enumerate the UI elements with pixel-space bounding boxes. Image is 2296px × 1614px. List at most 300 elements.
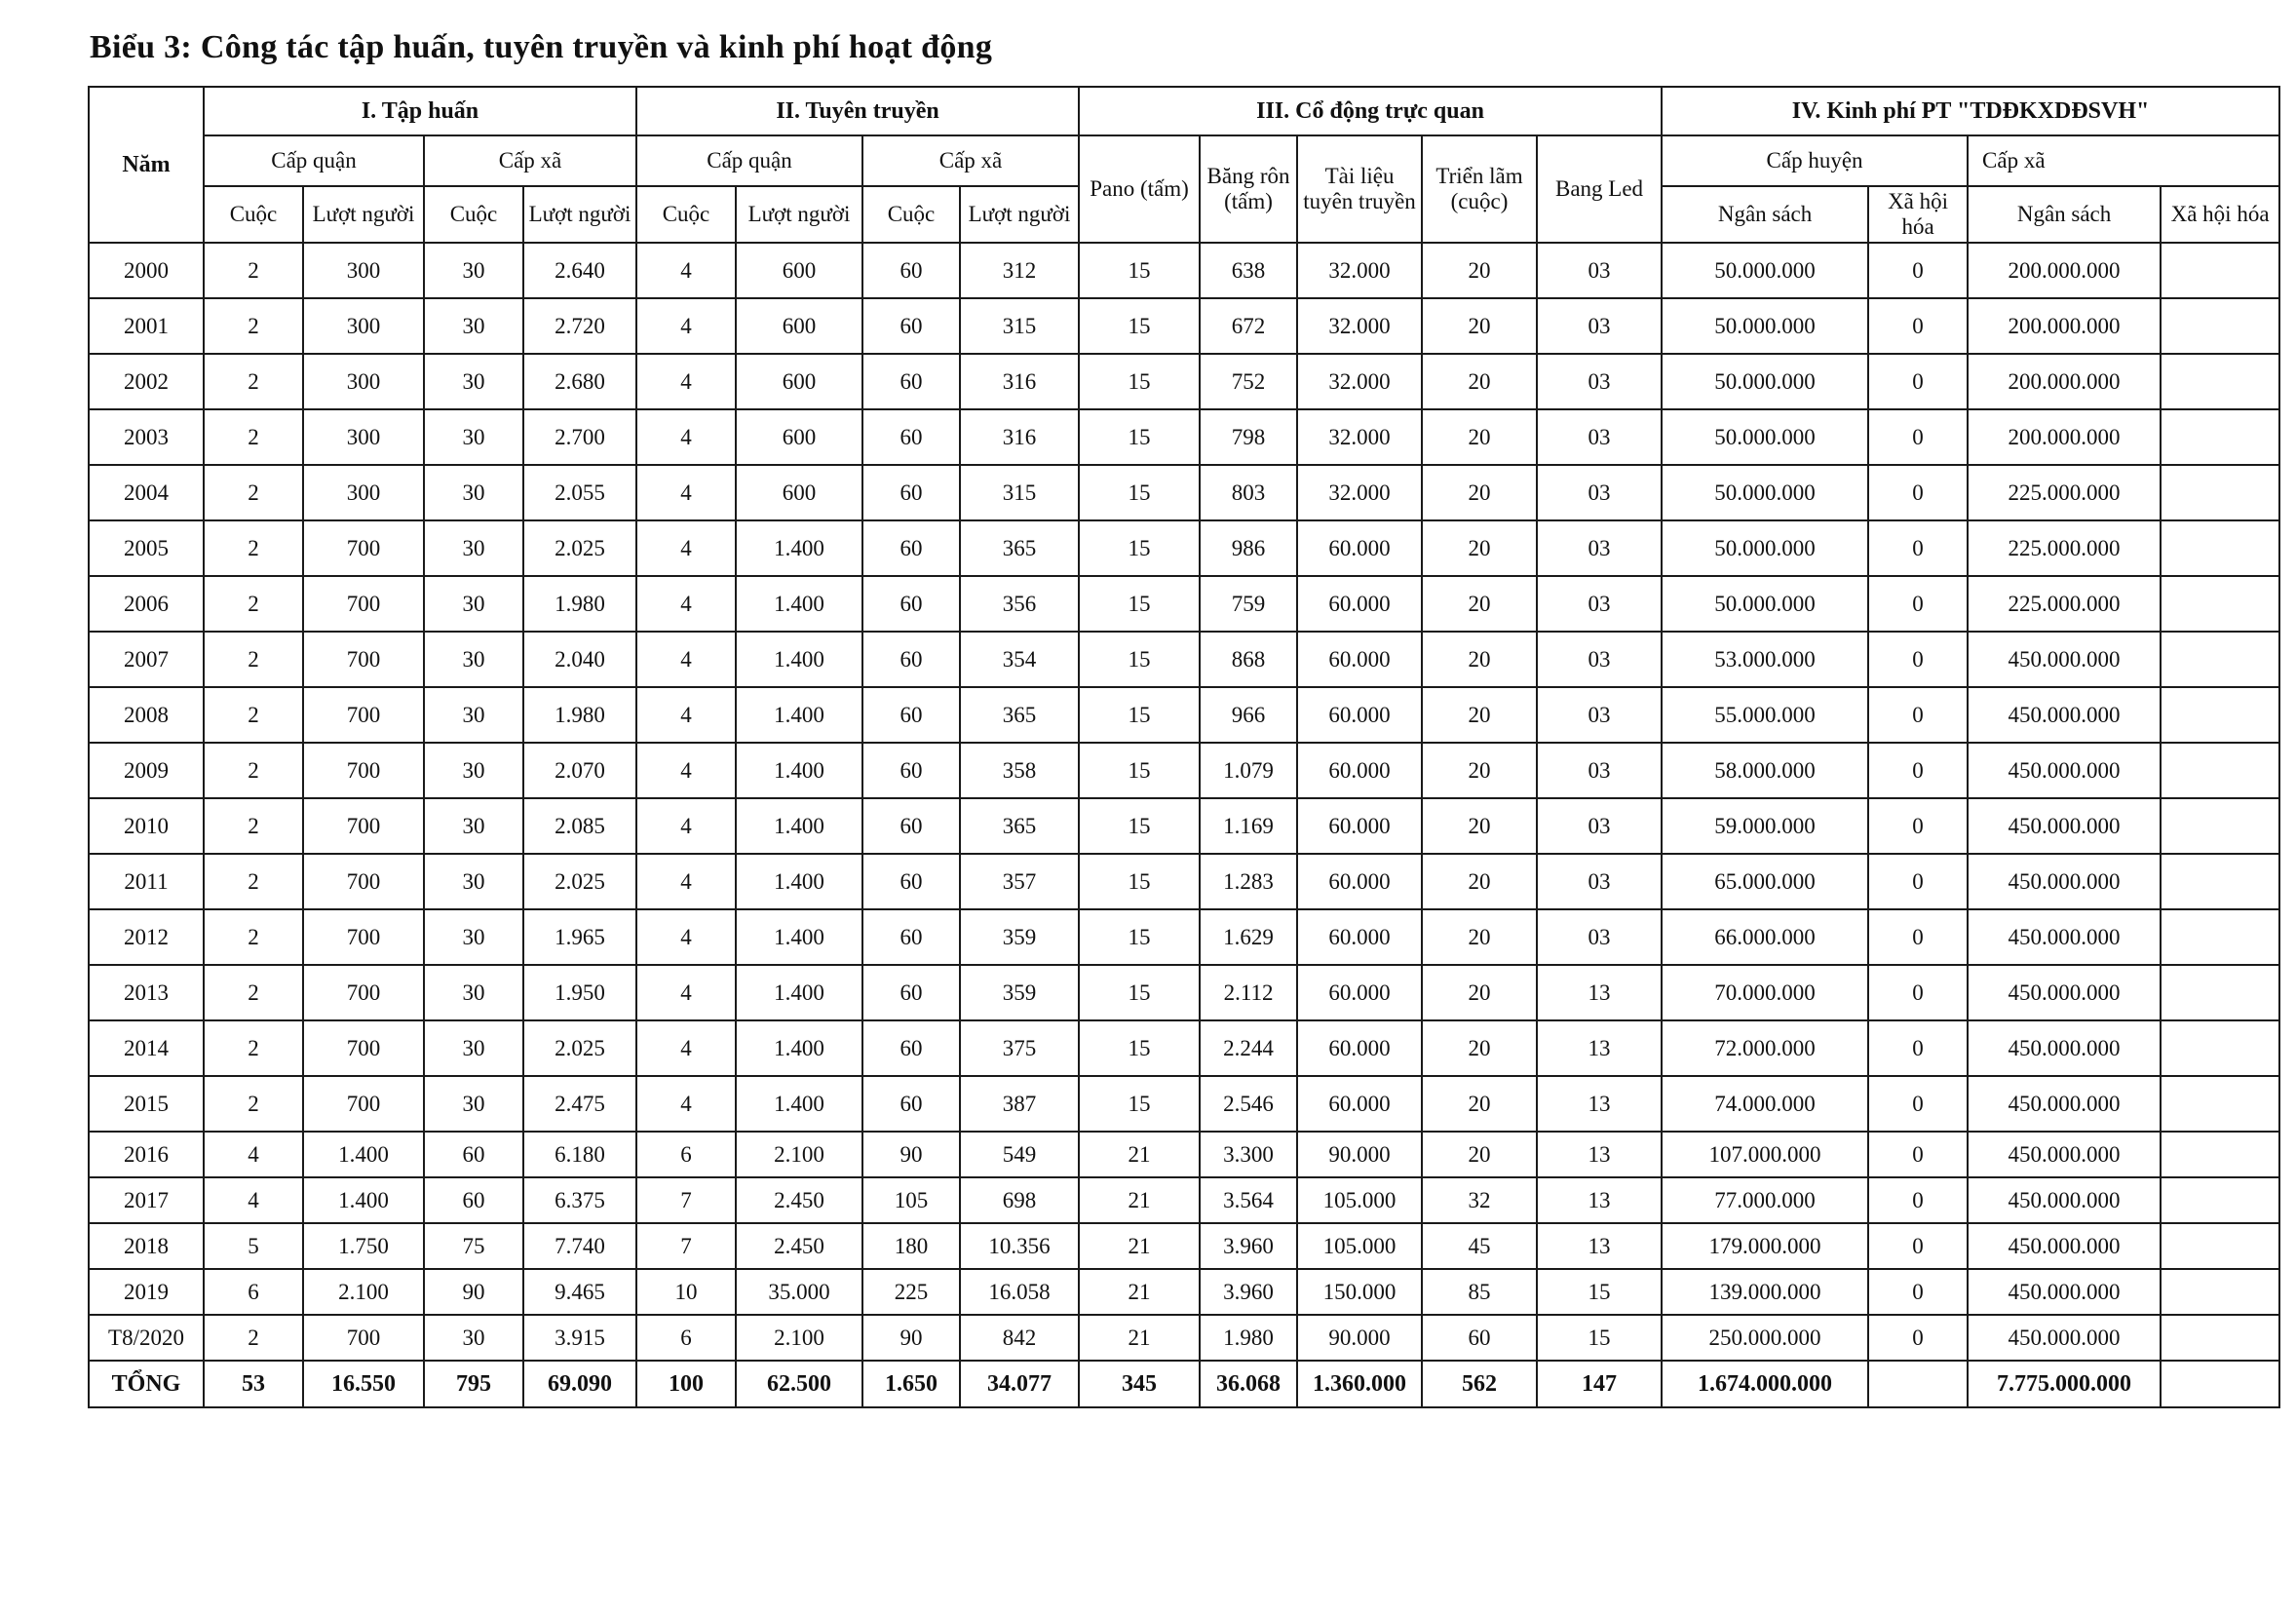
cell-district-state-budget: 53.000.000 (1662, 632, 1868, 687)
cell-training-commune-people: 6.375 (523, 1177, 636, 1223)
table-row (89, 354, 2279, 409)
cell-propaganda-district-people: 2.100 (736, 1132, 862, 1177)
cell-propaganda-district-people: 600 (736, 298, 862, 354)
cell-training-district-people: 2.100 (303, 1269, 424, 1315)
cell-propaganda-district-people: 1.400 (736, 1076, 862, 1132)
cell-commune-socialization (2161, 1132, 2279, 1177)
cell-training-district-sessions: 4 (204, 1177, 303, 1223)
cell-propaganda-commune-people: 365 (960, 687, 1079, 743)
cell-propaganda-district-people: 600 (736, 409, 862, 465)
cell-commune-socialization (2161, 576, 2279, 632)
cell-led: 13 (1537, 1177, 1662, 1223)
cell-propaganda-commune-people: 357 (960, 854, 1079, 909)
cell-exhibition: 20 (1422, 687, 1537, 743)
header-state-budget: Ngân sách (1662, 186, 1868, 243)
cell-training-district-sessions: 2 (204, 576, 303, 632)
table-row (89, 576, 2279, 632)
cell-banner: 868 (1200, 632, 1297, 687)
cell-commune-state-budget: 450.000.000 (1968, 1020, 2161, 1076)
cell-commune-socialization (2161, 243, 2279, 298)
cell-exhibition: 32 (1422, 1177, 1537, 1223)
header-visual-campaign: III. Cổ động trực quan (1079, 87, 1662, 135)
table-row (89, 1269, 2279, 1315)
cell-propaganda-commune-sessions: 60 (862, 798, 960, 854)
cell-exhibition: 20 (1422, 354, 1537, 409)
cell-training-commune-people: 2.025 (523, 1020, 636, 1076)
cell-leaflets: 60.000 (1297, 687, 1422, 743)
cell-propaganda-commune-people: 315 (960, 465, 1079, 520)
cell-exhibition: 85 (1422, 1269, 1537, 1315)
cell-propaganda-commune-sessions: 60 (862, 854, 960, 909)
cell-training-district-sessions: 6 (204, 1269, 303, 1315)
cell-training-commune-sessions: 30 (424, 1020, 523, 1076)
cell-training-commune-sessions: 30 (424, 576, 523, 632)
cell-training-district-sessions: 2 (204, 798, 303, 854)
cell-training-district-sessions: 2 (204, 909, 303, 965)
cell-led: 13 (1537, 965, 1662, 1020)
cell-training-district-people: 700 (303, 576, 424, 632)
table-row (89, 798, 2279, 854)
cell-district-state-budget: 179.000.000 (1662, 1223, 1868, 1269)
cell-led: 13 (1537, 1020, 1662, 1076)
cell-leaflets: 32.000 (1297, 298, 1422, 354)
cell-year: 2014 (89, 1020, 204, 1076)
cell-training-commune-sessions: 60 (424, 1132, 523, 1177)
header-exhibition: Triển lãm (cuộc) (1422, 135, 1537, 243)
header-sessions: Cuộc (636, 186, 736, 243)
header-budget: IV. Kinh phí PT "TDĐKXDĐSVH" (1662, 87, 2279, 135)
header-propaganda: II. Tuyên truyền (636, 87, 1079, 135)
cell-propaganda-district-sessions: 7 (636, 1177, 736, 1223)
cell-training-district-people: 1.750 (303, 1223, 424, 1269)
cell-training-commune-people: 2.085 (523, 798, 636, 854)
cell-propaganda-district-sessions: 4 (636, 743, 736, 798)
cell-exhibition: 20 (1422, 909, 1537, 965)
cell-propaganda-district-people: 1.400 (736, 743, 862, 798)
cell-propaganda-commune-people: 387 (960, 1076, 1079, 1132)
cell-district-state-budget: 107.000.000 (1662, 1132, 1868, 1177)
cell-district-socialization: 0 (1868, 854, 1968, 909)
cell-propaganda-commune-sessions: 90 (862, 1132, 960, 1177)
cell-training-commune-sessions: 30 (424, 909, 523, 965)
cell-propaganda-commune-sessions: 60 (862, 965, 960, 1020)
total-year: TỔNG (89, 1361, 204, 1407)
cell-propaganda-commune-people: 358 (960, 743, 1079, 798)
cell-pano: 15 (1079, 1020, 1200, 1076)
cell-training-commune-sessions: 30 (424, 965, 523, 1020)
cell-district-state-budget: 58.000.000 (1662, 743, 1868, 798)
cell-leaflets: 105.000 (1297, 1223, 1422, 1269)
cell-pano: 15 (1079, 576, 1200, 632)
cell-commune-socialization (2161, 1269, 2279, 1315)
cell-propaganda-commune-people: 356 (960, 576, 1079, 632)
cell-exhibition: 20 (1422, 743, 1537, 798)
cell-pano: 21 (1079, 1177, 1200, 1223)
cell-led: 03 (1537, 632, 1662, 687)
cell-propaganda-district-sessions: 4 (636, 909, 736, 965)
header-training-district: Cấp quận (204, 135, 424, 186)
cell-training-commune-sessions: 30 (424, 743, 523, 798)
cell-year: 2016 (89, 1132, 204, 1177)
table-row (89, 1315, 2279, 1361)
cell-propaganda-district-sessions: 4 (636, 354, 736, 409)
cell-district-socialization: 0 (1868, 1177, 1968, 1223)
cell-propaganda-commune-people: 354 (960, 632, 1079, 687)
cell-training-district-sessions: 2 (204, 632, 303, 687)
cell-pano: 15 (1079, 298, 1200, 354)
cell-led: 03 (1537, 687, 1662, 743)
cell-district-state-budget: 77.000.000 (1662, 1177, 1868, 1223)
table-row (89, 409, 2279, 465)
cell-propaganda-commune-people: 375 (960, 1020, 1079, 1076)
header-row-levels (89, 135, 2279, 186)
cell-propaganda-commune-sessions: 60 (862, 465, 960, 520)
cell-commune-state-budget: 450.000.000 (1968, 854, 2161, 909)
cell-banner: 1.283 (1200, 854, 1297, 909)
cell-propaganda-commune-sessions: 60 (862, 743, 960, 798)
cell-training-district-people: 700 (303, 798, 424, 854)
cell-propaganda-district-people: 1.400 (736, 520, 862, 576)
cell-pano: 15 (1079, 909, 1200, 965)
total-training-district-sessions: 53 (204, 1361, 303, 1407)
total-led: 147 (1537, 1361, 1662, 1407)
cell-propaganda-commune-sessions: 60 (862, 576, 960, 632)
cell-training-district-people: 700 (303, 965, 424, 1020)
cell-year: 2005 (89, 520, 204, 576)
cell-commune-socialization (2161, 909, 2279, 965)
cell-pano: 15 (1079, 854, 1200, 909)
cell-training-commune-people: 2.070 (523, 743, 636, 798)
cell-district-state-budget: 66.000.000 (1662, 909, 1868, 965)
header-year: Năm (89, 87, 204, 243)
cell-propaganda-district-people: 1.400 (736, 1020, 862, 1076)
cell-commune-state-budget: 450.000.000 (1968, 632, 2161, 687)
total-commune-state-budget: 7.775.000.000 (1968, 1361, 2161, 1407)
cell-propaganda-commune-people: 316 (960, 409, 1079, 465)
cell-led: 03 (1537, 243, 1662, 298)
cell-year: 2007 (89, 632, 204, 687)
cell-pano: 21 (1079, 1315, 1200, 1361)
cell-training-district-sessions: 2 (204, 520, 303, 576)
cell-year: 2010 (89, 798, 204, 854)
cell-propaganda-commune-sessions: 60 (862, 409, 960, 465)
cell-district-state-budget: 55.000.000 (1662, 687, 1868, 743)
cell-led: 15 (1537, 1315, 1662, 1361)
cell-training-district-people: 700 (303, 909, 424, 965)
cell-pano: 15 (1079, 243, 1200, 298)
cell-district-state-budget: 50.000.000 (1662, 520, 1868, 576)
cell-propaganda-commune-sessions: 60 (862, 354, 960, 409)
cell-district-socialization: 0 (1868, 409, 1968, 465)
cell-led: 03 (1537, 576, 1662, 632)
cell-exhibition: 20 (1422, 1020, 1537, 1076)
cell-banner: 2.546 (1200, 1076, 1297, 1132)
cell-propaganda-district-sessions: 7 (636, 1223, 736, 1269)
cell-commune-socialization (2161, 354, 2279, 409)
cell-district-socialization: 0 (1868, 632, 1968, 687)
cell-led: 13 (1537, 1132, 1662, 1177)
cell-propaganda-commune-people: 359 (960, 909, 1079, 965)
header-led: Bang Led (1537, 135, 1662, 243)
cell-banner: 3.300 (1200, 1132, 1297, 1177)
cell-led: 03 (1537, 354, 1662, 409)
header-sessions: Cuộc (204, 186, 303, 243)
cell-banner: 2.112 (1200, 965, 1297, 1020)
cell-training-commune-sessions: 30 (424, 409, 523, 465)
cell-banner: 2.244 (1200, 1020, 1297, 1076)
cell-training-commune-people: 1.980 (523, 687, 636, 743)
cell-training-commune-sessions: 30 (424, 632, 523, 687)
cell-banner: 1.079 (1200, 743, 1297, 798)
cell-propaganda-district-sessions: 4 (636, 576, 736, 632)
cell-commune-state-budget: 225.000.000 (1968, 576, 2161, 632)
cell-district-socialization: 0 (1868, 520, 1968, 576)
cell-propaganda-district-sessions: 4 (636, 1020, 736, 1076)
cell-training-district-people: 700 (303, 1020, 424, 1076)
cell-leaflets: 32.000 (1297, 243, 1422, 298)
cell-commune-socialization (2161, 743, 2279, 798)
cell-leaflets: 60.000 (1297, 520, 1422, 576)
cell-propaganda-commune-sessions: 60 (862, 520, 960, 576)
cell-commune-socialization (2161, 409, 2279, 465)
cell-commune-socialization (2161, 1315, 2279, 1361)
total-training-district-people: 16.550 (303, 1361, 424, 1407)
cell-training-district-sessions: 2 (204, 354, 303, 409)
cell-training-district-sessions: 2 (204, 1020, 303, 1076)
cell-banner: 1.629 (1200, 909, 1297, 965)
cell-commune-socialization (2161, 465, 2279, 520)
cell-banner: 3.564 (1200, 1177, 1297, 1223)
cell-pano: 15 (1079, 743, 1200, 798)
cell-exhibition: 20 (1422, 409, 1537, 465)
cell-training-commune-sessions: 30 (424, 520, 523, 576)
cell-commune-state-budget: 450.000.000 (1968, 909, 2161, 965)
cell-leaflets: 60.000 (1297, 909, 1422, 965)
cell-led: 03 (1537, 743, 1662, 798)
cell-training-commune-sessions: 30 (424, 687, 523, 743)
cell-commune-state-budget: 225.000.000 (1968, 520, 2161, 576)
cell-training-district-sessions: 4 (204, 1132, 303, 1177)
header-budget-district: Cấp huyện (1662, 135, 1968, 186)
cell-year: 2012 (89, 909, 204, 965)
cell-commune-state-budget: 200.000.000 (1968, 243, 2161, 298)
cell-training-district-sessions: 2 (204, 743, 303, 798)
total-propaganda-district-sessions: 100 (636, 1361, 736, 1407)
cell-training-commune-sessions: 30 (424, 798, 523, 854)
cell-propaganda-district-people: 600 (736, 465, 862, 520)
cell-pano: 15 (1079, 354, 1200, 409)
cell-propaganda-district-sessions: 4 (636, 409, 736, 465)
cell-district-socialization: 0 (1868, 354, 1968, 409)
cell-commune-state-budget: 450.000.000 (1968, 798, 2161, 854)
cell-leaflets: 60.000 (1297, 576, 1422, 632)
cell-pano: 15 (1079, 1076, 1200, 1132)
cell-pano: 15 (1079, 965, 1200, 1020)
cell-commune-socialization (2161, 1020, 2279, 1076)
cell-propaganda-commune-people: 10.356 (960, 1223, 1079, 1269)
cell-training-commune-sessions: 30 (424, 854, 523, 909)
cell-leaflets: 60.000 (1297, 854, 1422, 909)
cell-year: 2011 (89, 854, 204, 909)
header-people: Lượt người (960, 186, 1079, 243)
header-row-groups (89, 87, 2279, 135)
cell-training-commune-people: 9.465 (523, 1269, 636, 1315)
cell-district-socialization: 0 (1868, 909, 1968, 965)
cell-district-state-budget: 65.000.000 (1662, 854, 1868, 909)
cell-district-state-budget: 50.000.000 (1662, 576, 1868, 632)
cell-year: 2018 (89, 1223, 204, 1269)
cell-commune-socialization (2161, 1076, 2279, 1132)
cell-propaganda-district-sessions: 6 (636, 1132, 736, 1177)
table-row (89, 243, 2279, 298)
cell-training-commune-sessions: 30 (424, 298, 523, 354)
cell-commune-socialization (2161, 520, 2279, 576)
cell-banner: 752 (1200, 354, 1297, 409)
cell-year: 2017 (89, 1177, 204, 1223)
table-row (89, 1177, 2279, 1223)
cell-training-district-people: 300 (303, 298, 424, 354)
cell-training-district-sessions: 2 (204, 854, 303, 909)
cell-propaganda-commune-sessions: 225 (862, 1269, 960, 1315)
cell-banner: 803 (1200, 465, 1297, 520)
cell-training-commune-people: 2.720 (523, 298, 636, 354)
cell-training-commune-people: 1.950 (523, 965, 636, 1020)
header-socialization: Xã hội hóa (2161, 186, 2279, 243)
cell-training-district-people: 700 (303, 854, 424, 909)
header-propaganda-commune: Cấp xã (862, 135, 1079, 186)
cell-training-commune-sessions: 30 (424, 1315, 523, 1361)
cell-district-socialization: 0 (1868, 1020, 1968, 1076)
cell-commune-socialization (2161, 298, 2279, 354)
header-state-budget: Ngân sách (1968, 186, 2161, 243)
cell-propaganda-commune-people: 316 (960, 354, 1079, 409)
cell-leaflets: 60.000 (1297, 798, 1422, 854)
cell-district-state-budget: 50.000.000 (1662, 465, 1868, 520)
cell-exhibition: 20 (1422, 965, 1537, 1020)
cell-exhibition: 20 (1422, 243, 1537, 298)
cell-commune-state-budget: 450.000.000 (1968, 1177, 2161, 1223)
cell-training-commune-sessions: 30 (424, 354, 523, 409)
cell-commune-state-budget: 200.000.000 (1968, 298, 2161, 354)
cell-district-state-budget: 50.000.000 (1662, 409, 1868, 465)
cell-training-district-people: 300 (303, 243, 424, 298)
cell-training-district-people: 1.400 (303, 1132, 424, 1177)
cell-year: 2004 (89, 465, 204, 520)
table-row (89, 687, 2279, 743)
cell-training-commune-sessions: 30 (424, 465, 523, 520)
header-people: Lượt người (736, 186, 862, 243)
cell-training-commune-sessions: 90 (424, 1269, 523, 1315)
cell-commune-socialization (2161, 632, 2279, 687)
cell-training-commune-people: 2.475 (523, 1076, 636, 1132)
cell-propaganda-district-people: 600 (736, 243, 862, 298)
header-budget-commune: Cấp xã (1968, 135, 2279, 186)
cell-district-socialization: 0 (1868, 1223, 1968, 1269)
cell-training-district-people: 1.400 (303, 1177, 424, 1223)
cell-propaganda-district-sessions: 4 (636, 632, 736, 687)
cell-propaganda-commune-sessions: 105 (862, 1177, 960, 1223)
cell-propaganda-district-people: 2.450 (736, 1177, 862, 1223)
cell-training-district-sessions: 2 (204, 965, 303, 1020)
cell-propaganda-commune-sessions: 60 (862, 1076, 960, 1132)
header-propaganda-district: Cấp quận (636, 135, 862, 186)
cell-propaganda-commune-people: 16.058 (960, 1269, 1079, 1315)
cell-training-commune-sessions: 30 (424, 1076, 523, 1132)
cell-banner: 798 (1200, 409, 1297, 465)
cell-year: 2001 (89, 298, 204, 354)
cell-propaganda-commune-sessions: 60 (862, 1020, 960, 1076)
header-sessions: Cuộc (424, 186, 523, 243)
cell-district-state-budget: 59.000.000 (1662, 798, 1868, 854)
cell-training-district-sessions: 2 (204, 1076, 303, 1132)
cell-propaganda-district-people: 1.400 (736, 965, 862, 1020)
cell-district-socialization: 0 (1868, 1269, 1968, 1315)
total-pano: 345 (1079, 1361, 1200, 1407)
table-row (89, 854, 2279, 909)
cell-leaflets: 150.000 (1297, 1269, 1422, 1315)
cell-district-socialization: 0 (1868, 798, 1968, 854)
cell-propaganda-commune-sessions: 60 (862, 298, 960, 354)
cell-exhibition: 20 (1422, 798, 1537, 854)
cell-training-commune-people: 2.040 (523, 632, 636, 687)
cell-propaganda-district-sessions: 4 (636, 798, 736, 854)
cell-year: 2019 (89, 1269, 204, 1315)
cell-led: 03 (1537, 854, 1662, 909)
cell-banner: 759 (1200, 576, 1297, 632)
cell-propaganda-district-sessions: 4 (636, 465, 736, 520)
cell-training-district-sessions: 2 (204, 298, 303, 354)
cell-propaganda-commune-sessions: 60 (862, 243, 960, 298)
cell-district-state-budget: 250.000.000 (1662, 1315, 1868, 1361)
cell-training-commune-sessions: 60 (424, 1177, 523, 1223)
cell-leaflets: 32.000 (1297, 465, 1422, 520)
cell-district-state-budget: 72.000.000 (1662, 1020, 1868, 1076)
cell-pano: 15 (1079, 409, 1200, 465)
cell-propaganda-district-people: 600 (736, 354, 862, 409)
cell-district-socialization: 0 (1868, 1315, 1968, 1361)
cell-commune-state-budget: 450.000.000 (1968, 965, 2161, 1020)
table-row (89, 1020, 2279, 1076)
cell-leaflets: 60.000 (1297, 632, 1422, 687)
cell-propaganda-commune-people: 698 (960, 1177, 1079, 1223)
total-commune-socialization (2161, 1361, 2279, 1407)
cell-commune-socialization (2161, 1177, 2279, 1223)
cell-propaganda-commune-people: 312 (960, 243, 1079, 298)
cell-commune-socialization (2161, 1223, 2279, 1269)
cell-district-state-budget: 139.000.000 (1662, 1269, 1868, 1315)
cell-propaganda-commune-people: 842 (960, 1315, 1079, 1361)
cell-year: 2002 (89, 354, 204, 409)
cell-exhibition: 20 (1422, 632, 1537, 687)
cell-propaganda-district-sessions: 4 (636, 965, 736, 1020)
table-row (89, 520, 2279, 576)
total-row (89, 1361, 2279, 1407)
cell-leaflets: 60.000 (1297, 965, 1422, 1020)
cell-led: 13 (1537, 1223, 1662, 1269)
cell-year: 2015 (89, 1076, 204, 1132)
header-training: I. Tập huấn (204, 87, 636, 135)
cell-training-commune-people: 2.055 (523, 465, 636, 520)
cell-training-district-people: 300 (303, 354, 424, 409)
cell-propaganda-commune-sessions: 60 (862, 687, 960, 743)
table-row (89, 743, 2279, 798)
cell-district-socialization: 0 (1868, 687, 1968, 743)
cell-propaganda-commune-sessions: 180 (862, 1223, 960, 1269)
table-row (89, 1223, 2279, 1269)
cell-training-commune-people: 7.740 (523, 1223, 636, 1269)
cell-propaganda-district-people: 1.400 (736, 798, 862, 854)
cell-district-socialization: 0 (1868, 1132, 1968, 1177)
